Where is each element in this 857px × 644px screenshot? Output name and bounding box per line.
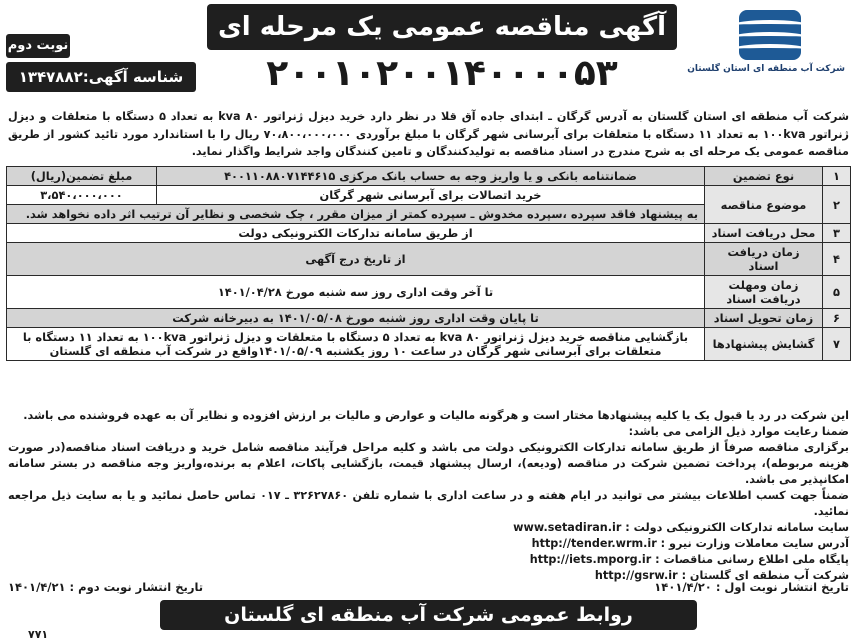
table-row (7, 276, 851, 309)
ad-id-badge: شناسه آگهی:۱۳۴۷۸۸۲ (6, 62, 196, 92)
table-row (7, 328, 851, 361)
site-link[interactable]: www.setadiran.ir (513, 521, 622, 534)
table-row (7, 167, 851, 186)
row-number: ۷ (823, 328, 851, 361)
second-publication-date: تاریخ انتشار نوبت دوم : ۱۴۰۱/۴/۲۱ (8, 580, 204, 594)
row-value: ضمانتنامه بانکی و یا واریز وجه به حساب بانک مرکزی ۴۰۰۱۱۰۸۸۰۷۱۴۴۶۱۵ (157, 167, 705, 186)
site-link[interactable]: http://tender.wrm.ir (531, 537, 657, 550)
company-logo (687, 10, 845, 100)
tender-number: ۲۰۰۱۰۲۰۰۱۴۰۰۰۰۵۳ (266, 53, 618, 94)
row-value: تا آخر وقت اداری روز سه شنبه مورخ ۱۴۰۱/۰۴/۲۸ (7, 276, 705, 309)
site-line-setadiran (8, 520, 849, 536)
site-label: آدرس سایت معاملات وزارت نیرو : (660, 537, 849, 550)
site-link[interactable]: http://gsrw.ir (594, 569, 678, 582)
note-line: این شرکت در رد یا قبول یک یا کلیه پیشنهادها مختار است و هرگونه مالیات و عوارض و مالیات بر ارزش افزوده و نظایر آن به عهده فروشنده می باشد. (23, 409, 849, 422)
row-number: ۶ (823, 309, 851, 328)
table-row (7, 186, 851, 205)
table-row (7, 224, 851, 243)
site-link[interactable]: http://iets.mporg.ir (529, 553, 652, 566)
guarantee-amount-header: مبلغ تضمین(ریال) (7, 167, 157, 186)
row-value: بازگشایی مناقصه خرید دیزل ژنراتور ۸۰ kva به تعداد ۵ دستگاه با متعلقات و دیزل ژنراتور ۱۰۰kva به تعداد ۱۱ دستگاه با متعلقات برای آبرسانی شهر گرگان در ساعت ۱۰ روز یکشنبه ۱۴۰۱/۰۵/۰۹واقع در شرکت آب منطقه ای گلستان (7, 328, 705, 361)
row-number: ۲ (823, 186, 851, 224)
first-publication-date: تاریخ انتشار نوبت اول : ۱۴۰۱/۴/۲۰ (654, 580, 849, 594)
note-line: ضمناً جهت کسب اطلاعات بیشتر می توانید در ایام هفته و در ساعت اداری با شماره تلفن ۳۲۶۲۷۸۶۰ ـ ۰۱۷ تماس حاصل نمائید و یا به سایت ذیل مراجعه نمائید. (8, 489, 849, 518)
row-value-note: به پیشنهاد فاقد سپرده ،سپرده مخدوش ـ سپرده کمتر از میزان مقرر ، چک شخصی و نظایر آن ترتیب اثر داده نخواهد شد. (7, 205, 705, 224)
publication-round-badge: نوبت دوم (6, 34, 70, 58)
note-line: برگزاری مناقصه صرفاً از طریق سامانه تدارکات الکترونیکی دولت می باشد و کلیه مراحل فرآیند مناقصه شامل خرید و دریافت اسناد مناقصه(در صورت هزینه مربوطه)، پرداخت تضمین شرکت در مناقصه (ودیعه)، ارسال پیشنهاد قیمت، بازگشایی پاکات، اعلام به برنده،واریز وجه مناقصه در بستر سامانه امکانپذیر می باشد. (8, 441, 849, 486)
row-number: ۳ (823, 224, 851, 243)
tender-info-table (6, 166, 851, 361)
notes-section (8, 408, 849, 584)
logo-caption: شرکت آب منطقه ای استان گلستان (687, 64, 845, 74)
site-label: پایگاه ملی اطلاع رسانی مناقصات : (655, 553, 849, 566)
water-waves-icon (739, 10, 801, 60)
page-number: ۷۷۱ (28, 628, 49, 641)
row-value: خرید اتصالات برای آبرسانی شهر گرگان (157, 186, 705, 205)
row-label: موضوع مناقصه (705, 186, 823, 224)
table-row (7, 243, 851, 276)
row-number: ۱ (823, 167, 851, 186)
row-label: زمان دریافت اسناد (705, 243, 823, 276)
note-line: ضمنا رعایت موارد ذیل الزامی می باشد: (628, 425, 849, 438)
row-value: تا پایان وقت اداری روز شنبه مورخ ۱۴۰۱/۰۵/۰۸ به دبیرخانه شرکت (7, 309, 705, 328)
row-label: گشایش پیشنهادها (705, 328, 823, 361)
row-number: ۴ (823, 243, 851, 276)
row-label: نوع تضمین (705, 167, 823, 186)
site-label: شرکت آب منطقه ای گلستان : (681, 569, 849, 582)
intro-paragraph: شرکت آب منطقه ای استان گلستان به آدرس گرگان ـ ابتدای جاده آق قلا در نظر دارد خرید دیزل ژنراتور ۸۰ kva به تعداد ۵ دستگاه با متعلقات و دیزل ژنراتور ۱۰۰kva به تعداد ۱۱ دستگاه با متعلقات برای آبرسانی شهر گرگان با مبلغ برآوردی ۷۰،۸۰۰،۰۰۰،۰۰۰ ریال را با استاندارد مورد تائید کشور از طریق مناقصه عمومی یک مرحله ای به شرح مندرج در اسناد مناقصه به تولیدکنندگان و تامین کنندگان واجد شرایط واگذار نماید. (8, 110, 850, 158)
footer-banner: روابط عمومی شرکت آب منطقه ای گلستان (160, 600, 697, 630)
guarantee-amount: ۳،۵۴۰،۰۰۰،۰۰۰ (7, 186, 157, 205)
row-label: زمان ومهلت دریافت اسناد (705, 276, 823, 309)
row-number: ۵ (823, 276, 851, 309)
table-row (7, 309, 851, 328)
site-label: سایت سامانه تدارکات الکترونیکی دولت : (625, 521, 849, 534)
row-value: از تاریخ درج آگهی (7, 243, 705, 276)
ad-title: آگهی مناقصه عمومی یک مرحله ای (207, 4, 677, 50)
row-label: محل دریافت اسناد (705, 224, 823, 243)
site-line-tender (8, 536, 849, 552)
row-value: از طریق سامانه تدارکات الکترونیکی دولت (7, 224, 705, 243)
row-label: زمان تحویل اسناد (705, 309, 823, 328)
site-line-iets (8, 552, 849, 568)
header (0, 0, 857, 108)
